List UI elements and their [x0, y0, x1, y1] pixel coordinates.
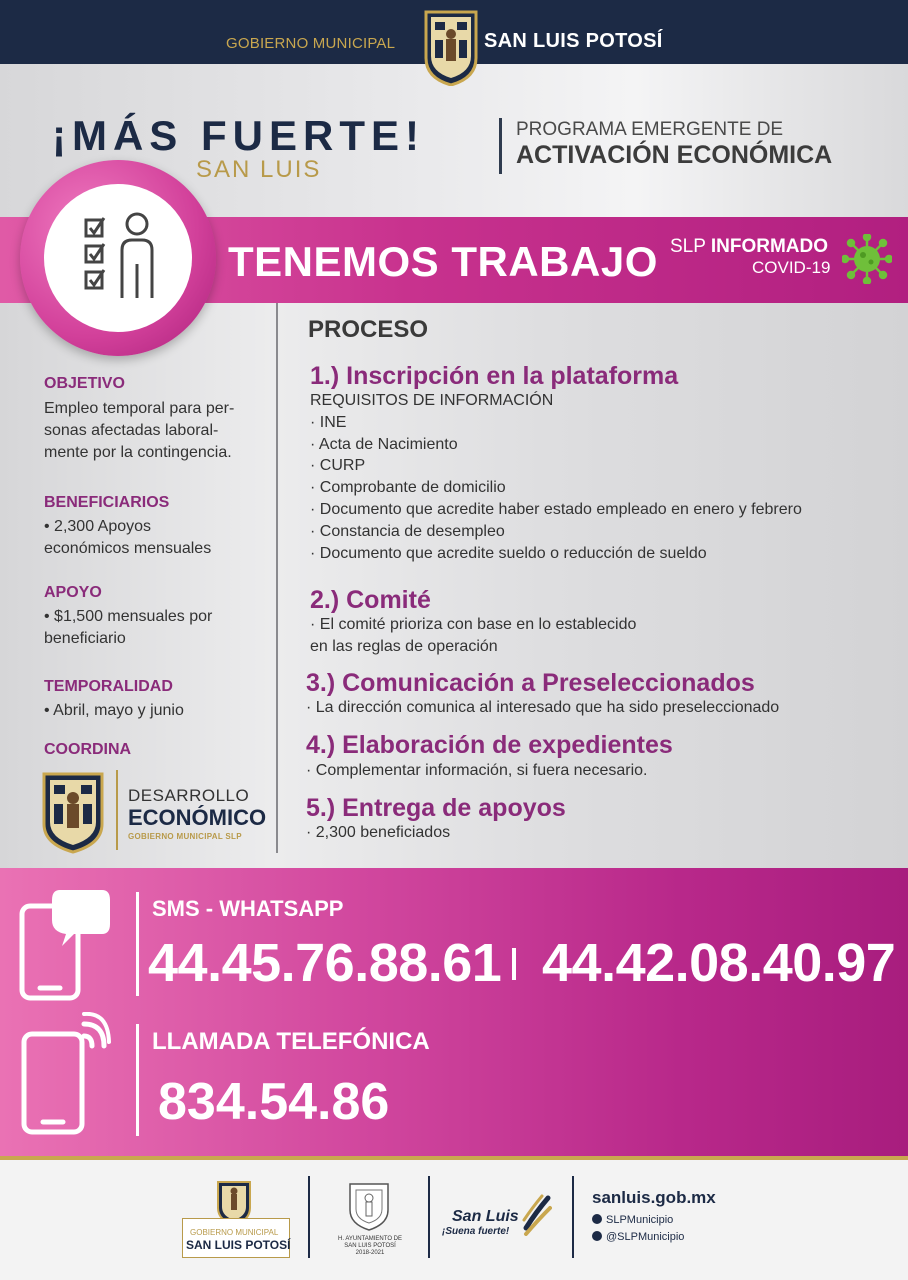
temporalidad-text	[44, 700, 269, 722]
sms-whatsapp-label: SMS - WHATSAPP	[152, 896, 344, 921]
virus-icon	[842, 234, 892, 284]
beneficiarios-line: • 2,300 Apoyos	[44, 518, 152, 535]
slogan-subtitle: SAN LUIS	[196, 156, 322, 183]
beneficiarios-line: económicos mensuales	[44, 540, 212, 557]
slp-label: SLP	[670, 236, 706, 257]
twitter-link[interactable]	[592, 1231, 684, 1243]
step-1-text	[310, 390, 802, 564]
column-divider	[276, 303, 278, 853]
twitter-icon	[592, 1231, 602, 1241]
step-4-title: 4.) Elaboración de expedientes	[306, 731, 673, 759]
apoyo-line: • $1,500 mensuales por	[44, 608, 213, 625]
divider	[308, 1176, 310, 1258]
municipal-crest-icon	[424, 10, 478, 86]
step-line: · Acta de Nacimiento	[310, 435, 458, 453]
twitter-handle: @SLPMunicipio	[606, 1231, 685, 1243]
step-line: REQUISITOS DE INFORMACIÓN	[310, 392, 554, 409]
desarrollo-label: DESARROLLO	[128, 786, 250, 805]
divider	[499, 118, 502, 174]
objetivo-text	[44, 398, 269, 464]
step-3-text	[306, 697, 779, 719]
website-link[interactable]: sanluis.gob.mx	[592, 1188, 716, 1207]
slp-informado-label	[670, 236, 828, 258]
step-2-title: 2.) Comité	[310, 586, 431, 614]
step-line: · Constancia de desempleo	[310, 522, 505, 540]
step-3-title: 3.) Comunicación a Preseleccionados	[306, 669, 755, 697]
apoyo-line: beneficiario	[44, 630, 126, 647]
banner-title: TENEMOS TRABAJO	[228, 238, 658, 285]
gobierno-municipal-slp-label: GOBIERNO MUNICIPAL SLP	[128, 832, 242, 841]
apoyo-text	[44, 606, 269, 650]
objetivo-line: Empleo temporal para per-	[44, 400, 235, 417]
phone-number[interactable]: 834.54.86	[158, 1073, 390, 1131]
facebook-link[interactable]	[592, 1214, 673, 1226]
programa-line1: PROGRAMA EMERGENTE DE	[516, 119, 784, 140]
divider	[116, 770, 118, 850]
header-gobierno-text: GOBIERNO MUNICIPAL	[226, 35, 396, 52]
san-luis-brand: San Luis	[452, 1208, 519, 1225]
step-line: · El comité prioriza con base en lo establecido	[310, 616, 637, 633]
step-line: · La dirección comunica al interesado que ha sido preseleccionado	[306, 699, 780, 716]
divider	[136, 1024, 139, 1136]
footer-gobierno-line2: SAN LUIS POTOSÍ	[186, 1238, 291, 1252]
step-5-text	[306, 822, 450, 844]
suena-fuerte-brand: ¡Suena fuerte!	[442, 1226, 510, 1237]
objetivo-heading: OBJETIVO	[44, 375, 125, 392]
step-line: · INE	[310, 413, 347, 431]
step-line: · Documento que acredite sueldo o reducción de sueldo	[310, 544, 707, 562]
sound-wave-icon	[522, 1192, 552, 1236]
number-separator	[512, 948, 516, 980]
ayuntamiento-line: 2018-2021	[355, 1250, 385, 1256]
ayuntamiento-line: H. AYUNTAMIENTO DE	[337, 1236, 402, 1242]
step-2-text	[310, 614, 636, 658]
whatsapp-number-1[interactable]: 44.45.76.88.61	[148, 933, 502, 993]
proceso-heading: PROCESO	[308, 316, 429, 343]
economico-label: ECONÓMICO	[128, 805, 267, 830]
slogan-title: ¡MÁS FUERTE!	[52, 112, 425, 159]
step-line: en las reglas de operación	[310, 637, 498, 655]
calling-phone-icon	[20, 1012, 112, 1136]
objetivo-line: mente por la contingencia.	[44, 444, 232, 461]
temporalidad-heading: TEMPORALIDAD	[44, 678, 173, 695]
divider	[428, 1176, 430, 1258]
temporalidad-line: • Abril, mayo y junio	[44, 702, 184, 719]
ayuntamiento-crest-icon	[346, 1180, 392, 1232]
programa-line2: ACTIVACIÓN ECONÓMICA	[516, 141, 833, 169]
facebook-handle: SLPMunicipio	[606, 1214, 674, 1226]
step-line: · Comprobante de domicilio	[310, 479, 506, 497]
footer-gobierno-line1: GOBIERNO MUNICIPAL	[190, 1228, 279, 1237]
chat-phone-icon	[18, 886, 114, 1002]
step-5-title: 5.) Entrega de apoyos	[306, 794, 566, 822]
whatsapp-number-2[interactable]: 44.42.08.40.97	[542, 933, 896, 993]
coordina-heading: COORDINA	[44, 741, 132, 758]
step-line: · CURP	[310, 457, 366, 475]
step-line: · Documento que acredite haber estado empleado en enero y febrero	[310, 500, 802, 518]
divider	[572, 1176, 574, 1258]
covid-label: COVID-19	[752, 258, 831, 277]
informado-label: INFORMADO	[710, 236, 829, 257]
divider	[136, 892, 139, 996]
llamada-label: LLAMADA TELEFÓNICA	[152, 1028, 430, 1055]
beneficiarios-text	[44, 516, 269, 560]
step-line: · 2,300 beneficiados	[306, 824, 451, 841]
step-4-text	[306, 760, 647, 782]
ayuntamiento-text	[330, 1236, 410, 1257]
step-line: · Complementar información, si fuera necesario.	[306, 762, 648, 779]
apoyo-heading: APOYO	[44, 584, 102, 601]
beneficiarios-heading: BENEFICIARIOS	[44, 494, 170, 511]
ayuntamiento-line: SAN LUIS POTOSÍ	[344, 1243, 396, 1249]
step-1-title: 1.) Inscripción en la plataforma	[310, 362, 679, 390]
checklist-person-icon	[82, 208, 162, 304]
objetivo-line: sonas afectadas laboral-	[44, 422, 219, 439]
desarrollo-crest-icon	[42, 772, 104, 854]
header-ciudad-text: SAN LUIS POTOSÍ	[484, 30, 663, 52]
facebook-icon	[592, 1214, 602, 1224]
